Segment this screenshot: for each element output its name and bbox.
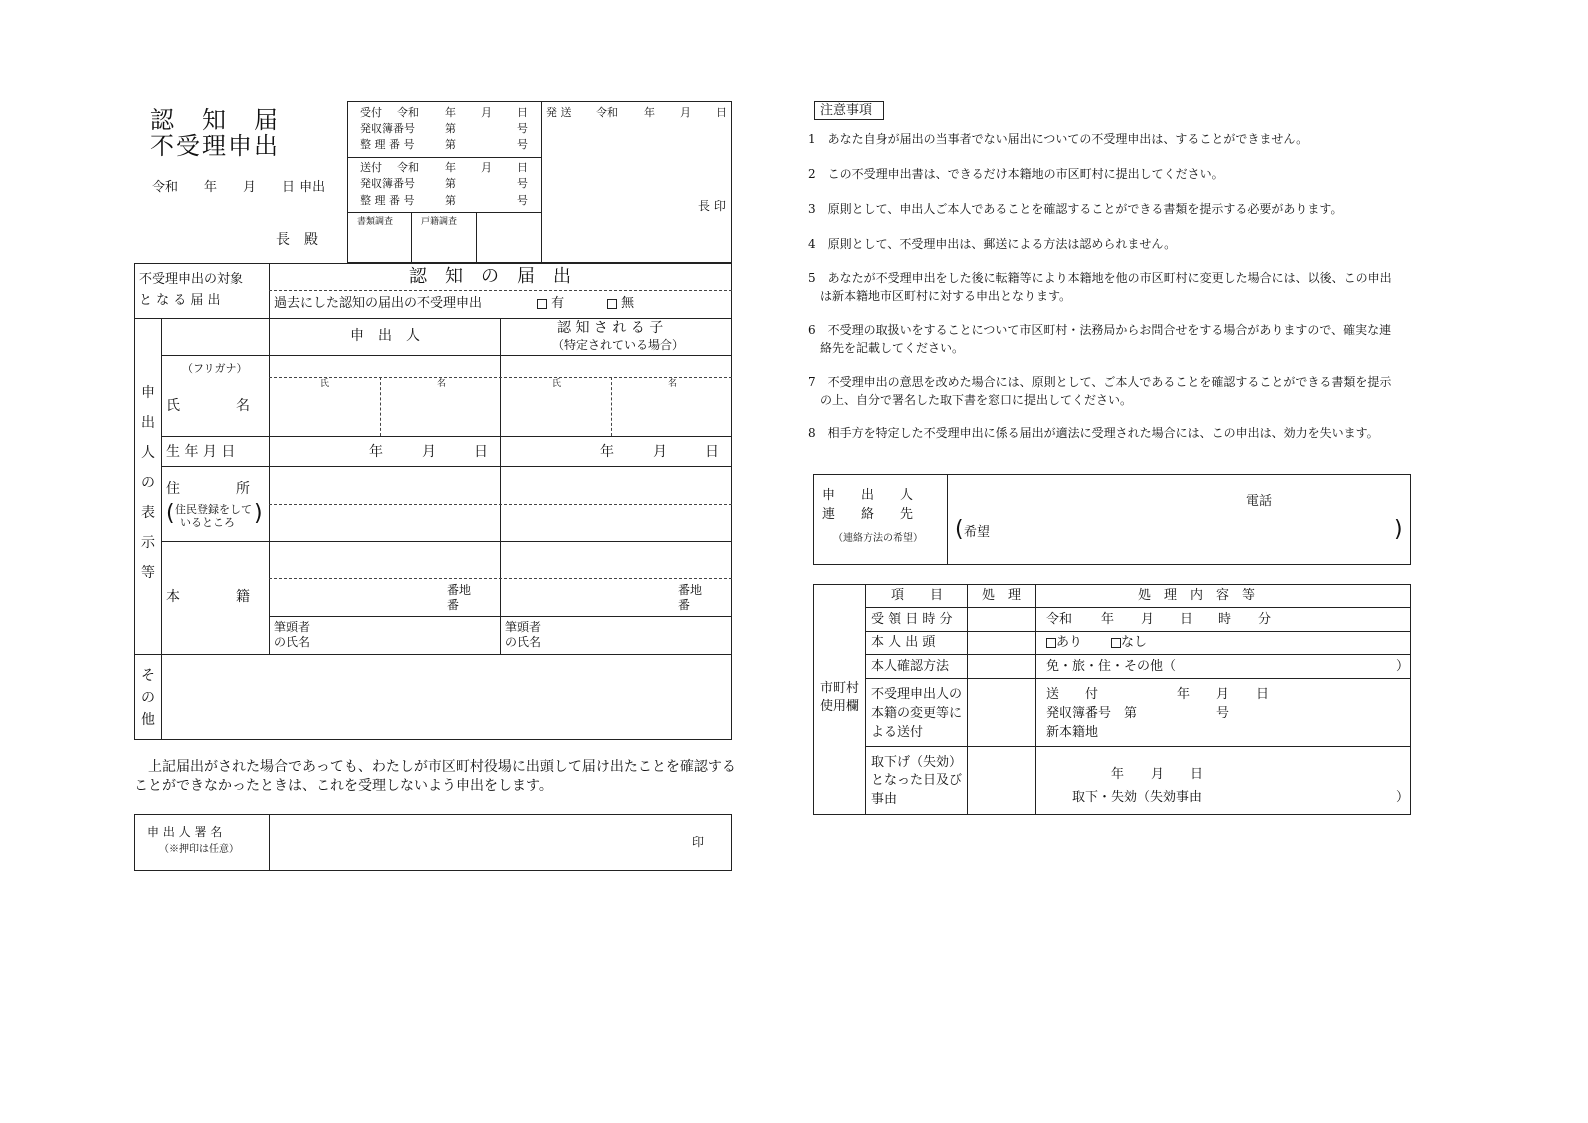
month-label: 月 bbox=[481, 106, 492, 119]
day-label: 日 bbox=[716, 106, 727, 119]
document-check-label: 書類調査 bbox=[357, 217, 394, 227]
yes-label: あり bbox=[1056, 635, 1083, 650]
dai-label: 第 bbox=[445, 177, 456, 190]
addressee: 長 殿 bbox=[276, 232, 318, 248]
statement-line1: 上記届出がされた場合であっても、わたしが市区町村役場に出頭して届け出たことを確認する bbox=[134, 759, 736, 775]
go-label: 号 bbox=[517, 194, 528, 207]
paren-close: ） bbox=[1396, 790, 1410, 805]
note-2: 2 この不受理申出書は、できるだけ本籍地の市区町村に提出してください。 bbox=[808, 167, 1224, 181]
dai-label: 第 bbox=[445, 138, 456, 151]
year-label: 年 bbox=[1177, 687, 1191, 702]
checkbox-no[interactable] bbox=[607, 299, 617, 309]
row-withdrawal-line3: 事由 bbox=[871, 792, 898, 807]
address-note-line2: いるところ bbox=[180, 516, 235, 529]
appearance-no-option[interactable] bbox=[1111, 636, 1147, 649]
row-transfer-line3: よる送付 bbox=[871, 725, 924, 740]
row-receipt-time: 受 領 日 時 分 bbox=[871, 612, 953, 627]
day-label: 日 bbox=[474, 444, 488, 460]
hour-label: 時 bbox=[1218, 612, 1232, 627]
paren-open: ( bbox=[166, 501, 175, 526]
month-label: 月 bbox=[481, 161, 492, 174]
minute-label: 分 bbox=[1258, 612, 1272, 627]
target-label-line2: と な る 届 出 bbox=[139, 293, 221, 308]
header-content: 処 理 内 容 等 bbox=[1138, 588, 1256, 603]
notes-heading: 注意事項 bbox=[820, 103, 873, 118]
no-label: 無 bbox=[621, 296, 635, 311]
submission-date: 令和 年 月 日 申出 bbox=[152, 180, 326, 195]
birthdate-label: 生 年 月 日 bbox=[166, 444, 236, 460]
applicant-side-label: 申 出 人 の 表 示 等 bbox=[141, 385, 155, 581]
day-label: 日 bbox=[1256, 687, 1270, 702]
target-notification: 認 知 の 届 出 bbox=[409, 266, 571, 287]
ledger-number-label: 発収簿番号 第 bbox=[1046, 706, 1138, 721]
go-label: 号 bbox=[517, 177, 528, 190]
header-processing: 処 理 bbox=[982, 588, 1022, 603]
signature-note: （※押印は任意） bbox=[159, 844, 239, 855]
no-label: なし bbox=[1121, 635, 1148, 650]
row-transfer-line1: 不受理申出人の bbox=[871, 687, 963, 702]
furigana-label: （フリガナ） bbox=[182, 362, 248, 375]
given-name-label: 名 bbox=[437, 379, 447, 389]
paren-close: ） bbox=[1396, 659, 1410, 674]
name-label: 氏 名 bbox=[166, 398, 250, 414]
header-item: 項 目 bbox=[891, 588, 944, 603]
child-head-of-family-label-line2: の氏名 bbox=[505, 635, 542, 649]
day-label: 日 bbox=[1180, 612, 1194, 627]
head-of-family-label-line1: 筆頭者 bbox=[274, 620, 311, 634]
address-note-line1: 住民登録をして bbox=[175, 503, 252, 516]
child-head-of-family-label-line1: 筆頭者 bbox=[505, 620, 542, 634]
transfer-label: 送 付 bbox=[1046, 687, 1099, 702]
year-label: 年 bbox=[1101, 612, 1115, 627]
office-side-label-line2: 使用欄 bbox=[820, 699, 860, 714]
checkbox-yes[interactable] bbox=[537, 299, 547, 309]
go-label: 号 bbox=[517, 138, 528, 151]
child-given-name-label: 名 bbox=[668, 379, 678, 389]
column-child-note: （特定されている場合） bbox=[552, 338, 685, 352]
year-label: 年 bbox=[445, 161, 456, 174]
ledger-number-label: 発収簿番号 bbox=[360, 122, 415, 135]
other-side-label: そ の 他 bbox=[141, 668, 155, 728]
note-3: 3 原則として、申出人ご本人であることを確認することができる書類を提示する必要があります。 bbox=[808, 202, 1343, 216]
note-7: 7 不受理申出の意思を改めた場合には、原則として、ご本人であることを確認することができる書類を提示 の上、自分で署名した取下書を窓口に提出してください。 bbox=[808, 375, 1392, 407]
era-label: 令和 bbox=[397, 161, 419, 174]
note-8: 8 相手方を特定した不受理申出に係る届出が適法に受理された場合には、この申出は、効力を失います。 bbox=[808, 426, 1379, 440]
day-label: 日 bbox=[517, 106, 528, 119]
note-6: 6 不受理の取扱いをすることについて市区町村・法務局からお問合せをする場合がありますので、確実な連 絡先を記載してください。 bbox=[808, 323, 1392, 355]
paren-close: ) bbox=[254, 501, 263, 526]
past-application-label: 過去にした認知の届出の不受理申出 bbox=[274, 296, 483, 311]
contact-label-line1: 申 出 人 bbox=[822, 488, 914, 503]
row-identity-method: 本人確認方法 bbox=[871, 659, 950, 674]
statement-line2: ことができなかったときは、これを受理しないよう申出をします。 bbox=[134, 778, 553, 794]
note-4: 4 原則として、不受理申出は、郵送による方法は認められません。 bbox=[808, 237, 1177, 251]
serial-number-label: 整 理 番 号 bbox=[360, 138, 415, 151]
registered-domicile-label: 本 籍 bbox=[166, 589, 250, 605]
dispatch-label: 発 送 bbox=[546, 106, 572, 119]
contact-label-line3: （連絡方法の希望） bbox=[833, 533, 923, 544]
row-transfer-line2: 本籍の変更等に bbox=[871, 706, 963, 721]
dai-label: 第 bbox=[445, 194, 456, 207]
register-check-label: 戸籍調査 bbox=[421, 217, 458, 227]
year-label: 年 bbox=[369, 444, 383, 460]
month-label: 月 bbox=[1216, 687, 1230, 702]
receipt-label: 受付 bbox=[360, 106, 382, 119]
note-5: 5 あなたが不受理申出をした後に転籍等により本籍地を他の市区町村に変更した場合には、以後、この申出 は新本籍地市区町村に対する申出となります。 bbox=[808, 271, 1392, 303]
office-side-label-line1: 市町村 bbox=[820, 681, 860, 696]
contact-wish-label: 希望 bbox=[964, 525, 991, 540]
signature-label: 申 出 人 署 名 bbox=[147, 825, 223, 839]
row-withdrawal-line1: 取下げ（失効） bbox=[871, 755, 963, 770]
paren-open: ( bbox=[955, 517, 964, 542]
ban-label: 番 bbox=[447, 598, 460, 612]
dai-label: 第 bbox=[445, 122, 456, 135]
child-year-label: 年 bbox=[600, 444, 614, 460]
seal-label: 印 bbox=[692, 835, 705, 849]
banchi-label: 番地 bbox=[447, 583, 472, 597]
address-label: 住 所 bbox=[166, 481, 250, 497]
signature-box bbox=[134, 814, 732, 871]
era-label: 令和 bbox=[596, 106, 618, 119]
era-label: 令和 bbox=[397, 106, 419, 119]
child-month-label: 月 bbox=[653, 444, 667, 460]
target-label-line1: 不受理申出の対象 bbox=[139, 272, 244, 287]
child-day-label: 日 bbox=[705, 444, 719, 460]
serial-number-label: 整 理 番 号 bbox=[360, 194, 415, 207]
go-label: 号 bbox=[517, 122, 528, 135]
checkbox-appearance-no[interactable] bbox=[1111, 638, 1121, 648]
head-of-family-label-line2: の氏名 bbox=[274, 635, 311, 649]
year-label: 年 bbox=[445, 106, 456, 119]
ledger-number-label: 発収簿番号 bbox=[360, 177, 415, 190]
day-label: 日 bbox=[517, 161, 528, 174]
month-label: 月 bbox=[422, 444, 436, 460]
year-label: 年 bbox=[644, 106, 655, 119]
paren-close: ) bbox=[1394, 517, 1403, 542]
send-label: 送付 bbox=[360, 161, 382, 174]
row-withdrawal-line2: となった日及び bbox=[871, 773, 963, 788]
era-label: 令和 bbox=[1046, 612, 1073, 627]
surname-label: 氏 bbox=[320, 379, 330, 389]
month-label: 月 bbox=[1141, 612, 1155, 627]
child-surname-label: 氏 bbox=[552, 379, 562, 389]
row-appearance: 本 人 出 頭 bbox=[871, 635, 936, 650]
chief-seal-label: 長 印 bbox=[698, 199, 726, 213]
month-label: 月 bbox=[680, 106, 691, 119]
month-label: 月 bbox=[1151, 767, 1165, 782]
day-label: 日 bbox=[1190, 767, 1204, 782]
past-yes-option[interactable] bbox=[537, 297, 564, 310]
yes-label: 有 bbox=[551, 296, 565, 311]
child-ban-label: 番 bbox=[678, 598, 691, 612]
appearance-yes-option[interactable] bbox=[1046, 636, 1082, 649]
contact-label-line2: 連 絡 先 bbox=[822, 507, 914, 522]
new-domicile-label: 新本籍地 bbox=[1046, 725, 1099, 740]
column-child: 認 知 さ れ る 子 bbox=[557, 320, 664, 336]
column-applicant: 申 出 人 bbox=[350, 328, 420, 344]
form-title-line2: 不受理申出 bbox=[150, 132, 280, 160]
year-label: 年 bbox=[1111, 767, 1125, 782]
form-title-line1: 認 知 届 bbox=[150, 106, 280, 134]
past-no-option[interactable] bbox=[607, 297, 634, 310]
checkbox-appearance-yes[interactable] bbox=[1046, 638, 1056, 648]
note-1: 1 あなた自身が届出の当事者でない届出についての不受理申出は、することができません。 bbox=[808, 132, 1309, 146]
child-banchi-label: 番地 bbox=[678, 583, 703, 597]
identity-method-options: 免・旅・住・その他（ bbox=[1046, 659, 1177, 674]
phone-label: 電話 bbox=[1246, 494, 1273, 509]
withdrawal-reason-label: 取下・失効（失効事由 bbox=[1072, 790, 1203, 805]
go-label: 号 bbox=[1216, 706, 1230, 721]
